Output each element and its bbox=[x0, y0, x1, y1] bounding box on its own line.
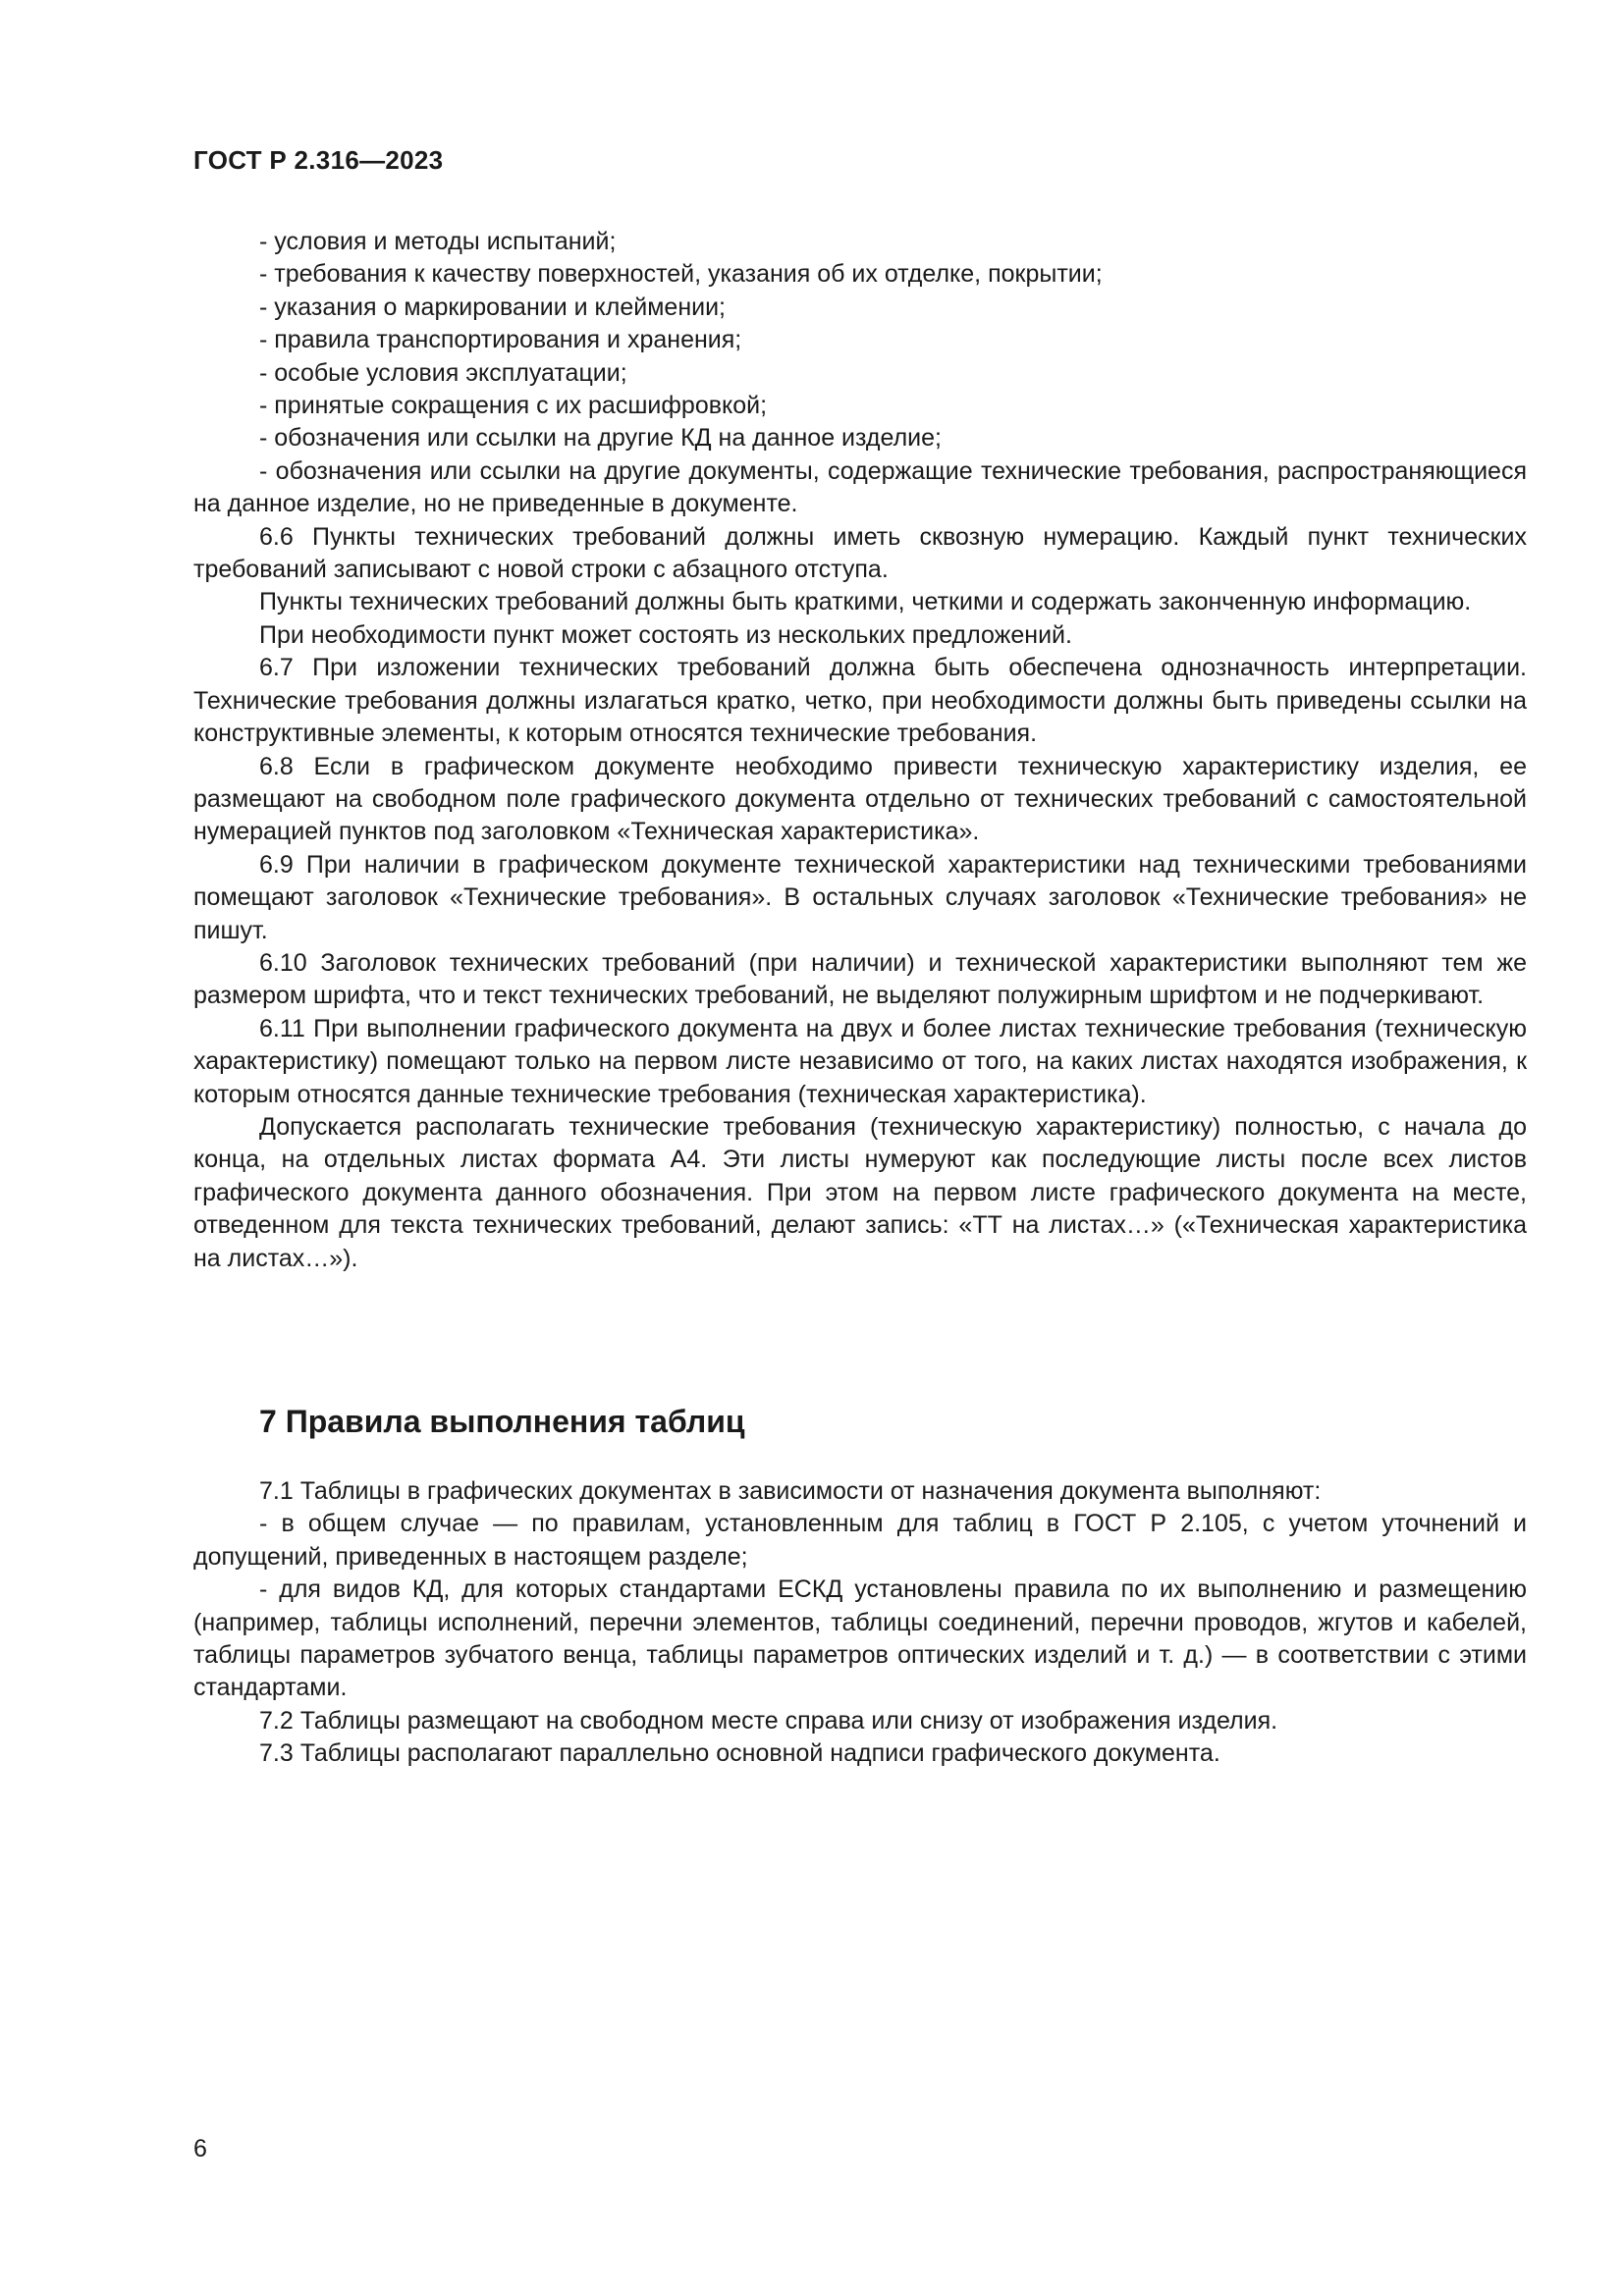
list-item: - принятые сокращения с их расшифровкой; bbox=[259, 392, 768, 420]
paragraph: - для видов КД, для которых стандартами ЕСКД установлены правила по их выполнению и размещению (например, таблицы исполнений, перечни элементов, таблицы соединений, перечни проводов, жгутов и кабелей, таблицы параметров зубчатого венца, таблицы параметров оптических изделий и т. д.) — в соответствии с этими стандартами. bbox=[193, 1575, 1527, 1702]
paragraph-6-6: 6.6 Пункты технических требований должны иметь сквозную нумерацию. Каждый пункт технических требований записывают с новой строки с абзацного отступа. bbox=[193, 522, 1527, 584]
paragraph: - в общем случае — по правилам, установленным для таблиц в ГОСТ Р 2.105, с учетом уточнений и допущений, приведенных в настоящем разделе; bbox=[193, 1510, 1527, 1571]
list-item: - условия и методы испытаний; bbox=[259, 228, 617, 255]
paragraph-6-10: 6.10 Заголовок технических требований (при наличии) и технической характеристики выполняют тем же размером шрифта, что и текст технических требований, не выделяют полужирным шрифтом и не подчеркивают. bbox=[193, 948, 1527, 1010]
page-number: 6 bbox=[193, 2135, 207, 2163]
list-item: - требования к качеству поверхностей, указания об их отделке, покрытии; bbox=[259, 260, 1103, 289]
list-item: - обозначения или ссылки на другие КД на данное изделие; bbox=[259, 424, 942, 453]
paragraph-7-1: 7.1 Таблицы в графических документах в зависимости от назначения документа выполняют: bbox=[259, 1477, 1322, 1505]
section-7-title: 7 Правила выполнения таблиц bbox=[259, 1404, 745, 1439]
list-item: - правила транспортирования и хранения; bbox=[259, 326, 742, 354]
section-6-text bbox=[193, 226, 1527, 1275]
paragraph-6-11: 6.11 При выполнении графического документа на двух и более листах технические требования (техническую характеристику) помещают только на первом листе независимо от того, на каких листах находятся изображения, к которым относятся данные технические требования (техническая характеристика). bbox=[193, 1014, 1527, 1108]
paragraph: - обозначения или ссылки на другие документы, содержащие технические требования, распространяющиеся на данное изделие, но не приведенные в документе. bbox=[193, 456, 1527, 518]
paragraph: Пункты технических требований должны быть краткими, четкими и содержать законченную информацию. bbox=[259, 588, 1472, 616]
paragraph: Допускается располагать технические требования (техническую характеристику) полностью, с начала до конца, на отдельных листах формата А4. Эти листы нумеруют как последующие листы после всех листов графического документа данного обозначения. При этом на первом листе графического документа на месте, отведенном для текста технических требований, делают запись: «ТТ на листах…» («Техническая характеристика на листах…»). bbox=[193, 1112, 1527, 1272]
paragraph-6-9: 6.9 При наличии в графическом документе технической характеристики над техническими требованиями помещают заголовок «Технические требования». В остальных случаях заголовок «Технические требования» не пишут. bbox=[193, 850, 1527, 944]
paragraph: При необходимости пункт может состоять из нескольких предложений. bbox=[259, 620, 1072, 649]
list-item: - особые условия эксплуатации; bbox=[259, 358, 627, 387]
paragraph-7-2: 7.2 Таблицы размещают на свободном месте справа или снизу от изображения изделия. bbox=[259, 1706, 1278, 1735]
paragraph-6-7: 6.7 При изложении технических требований должна быть обеспечена однозначность интерпретации. Технические требования должны излагаться кратко, четко, при необходимости должны быть приведены ссылки на конструктивные элементы, к которым относятся технические требования. bbox=[193, 654, 1527, 748]
paragraph-6-8: 6.8 Если в графическом документе необходимо привести техническую характеристику изделия, ее размещают на свободном поле графического документа отдельно от технических требований с самостоятельной нумерацией пунктов под заголовком «Техническая характеристика». bbox=[193, 752, 1527, 846]
paragraph-7-3: 7.3 Таблицы располагают параллельно основной надписи графического документа. bbox=[259, 1739, 1220, 1768]
section-7-text bbox=[193, 1475, 1527, 1771]
standard-header: ГОСТ Р 2.316—2023 bbox=[193, 145, 444, 175]
list-item: - указания о маркировании и клеймении; bbox=[259, 293, 726, 321]
